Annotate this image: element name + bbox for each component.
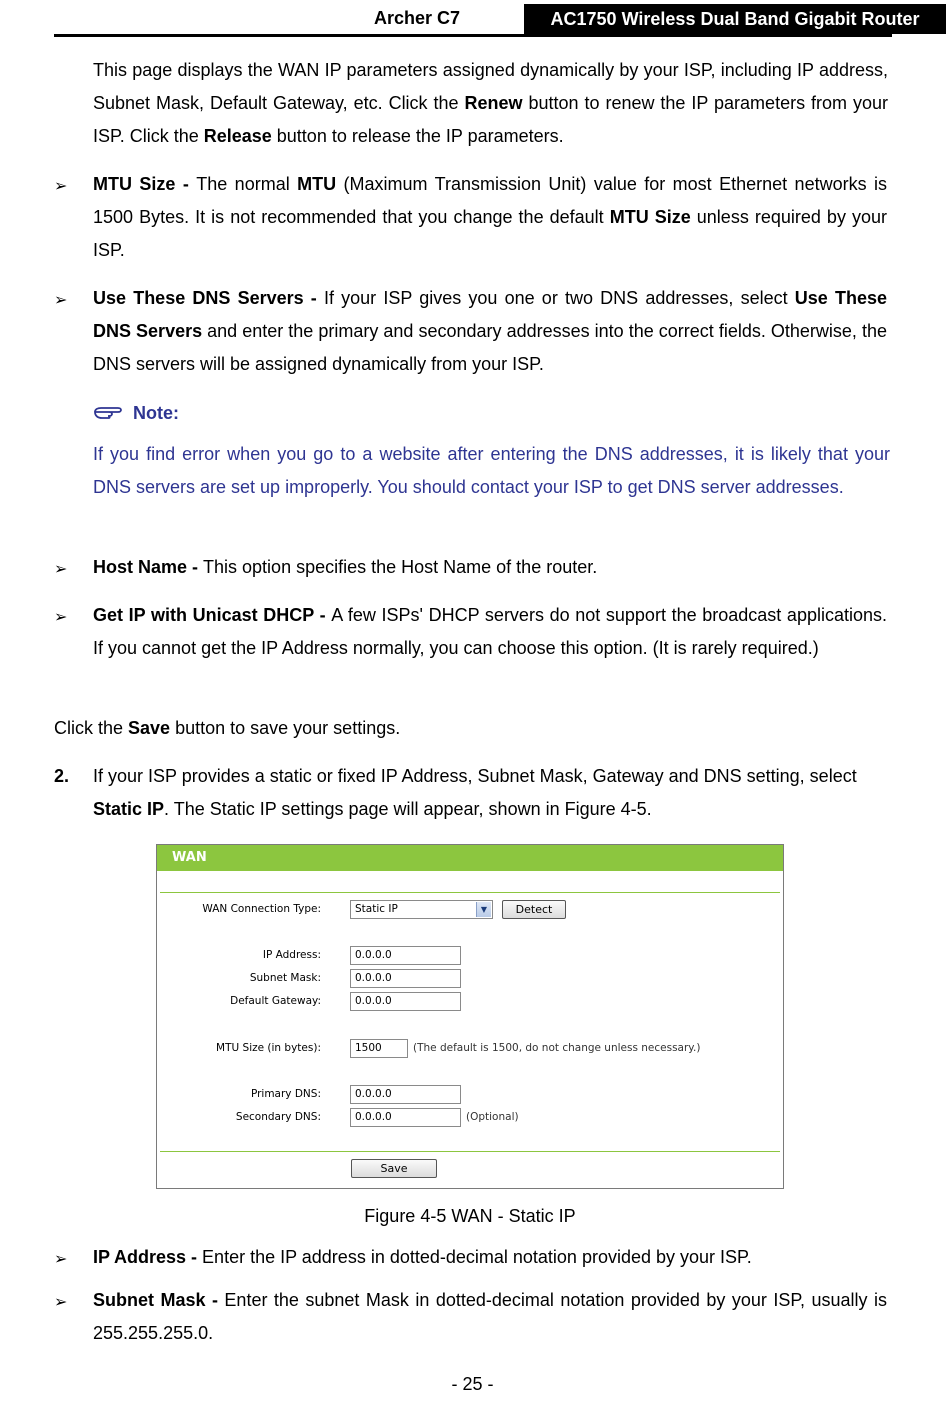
save-button[interactable]: Save xyxy=(351,1159,437,1178)
wan-panel-header: WAN xyxy=(157,845,783,871)
default-gateway-input[interactable]: 0.0.0.0 xyxy=(350,992,461,1011)
figure-caption: Figure 4-5 WAN - Static IP xyxy=(364,1206,576,1226)
subnet-mask-input[interactable]: 0.0.0.0 xyxy=(350,969,461,988)
bullet-icon: ➢ xyxy=(54,178,68,195)
connection-type-select[interactable]: Static IP ▼ xyxy=(350,900,493,919)
subnet-mask-label: Subnet Mask: xyxy=(249,972,321,984)
page-number: - 25 - xyxy=(451,1374,494,1394)
bullet-icon: ➢ xyxy=(54,561,68,578)
wan-settings-figure xyxy=(156,844,784,1189)
mtu-size-label: MTU Size (in bytes): xyxy=(216,1042,321,1054)
save-instruction: Click the Save button to save your settings. xyxy=(54,718,401,738)
unicast-item: Get IP with Unicast DHCP - A few ISPs' DHCP servers do not support the broadcast applications. If you cannot get the IP Address normally, you can choose this option. (It is rarely required.) xyxy=(93,605,887,658)
bullet-icon: ➢ xyxy=(54,1251,68,1268)
pointing-hand-icon xyxy=(93,404,123,422)
primary-dns-label: Primary DNS: xyxy=(250,1088,321,1100)
ip-address-item: IP Address - Enter the IP address in dotted-decimal notation provided by your ISP. xyxy=(93,1247,752,1267)
mtu-hint: (The default is 1500, do not change unless necessary.) xyxy=(413,1042,701,1054)
bullet-icon: ➢ xyxy=(54,292,68,309)
chevron-down-icon: ▼ xyxy=(476,902,491,917)
ip-address-input[interactable]: 0.0.0.0 xyxy=(350,946,461,965)
dns-item: Use These DNS Servers - If your ISP gives you one or two DNS addresses, select Use These DNS Servers and enter the primary and secondary addresses into the correct fields. Otherwise, the DNS servers will be assigned dynamically from your ISP. xyxy=(93,288,887,374)
step-2-text: If your ISP provides a static or fixed IP Address, Subnet Mask, Gateway and DNS setting, select Static IP. The Static IP settings page will appear, shown in Figure 4-5. xyxy=(93,766,857,819)
intro-paragraph: This page displays the WAN IP parameters assigned dynamically by your ISP, including IP address, Subnet Mask, Default Gateway, etc. Click the Renew button to renew the IP parameters from your ISP. Click the Release button to release the IP parameters. xyxy=(93,60,888,146)
note-label: Note: xyxy=(133,403,179,423)
subnet-mask-item: Subnet Mask - Enter the subnet Mask in dotted-decimal notation provided by your ISP, usually is 255.255.255.0. xyxy=(93,1290,888,1343)
conn-type-label: WAN Connection Type: xyxy=(202,903,321,915)
optional-hint: (Optional) xyxy=(466,1111,519,1123)
bullet-icon: ➢ xyxy=(54,1294,68,1311)
detect-button[interactable]: Detect xyxy=(502,900,566,919)
note-heading xyxy=(93,399,179,427)
note-text: If you find error when you go to a website after entering the DNS addresses, it is likely that your DNS servers are set up improperly. You should contact your ISP to get DNS server addresses. xyxy=(93,444,890,497)
step-number: 2. xyxy=(54,766,70,786)
secondary-dns-label: Secondary DNS: xyxy=(235,1111,321,1123)
hostname-item: Host Name - This option specifies the Host Name of the router. xyxy=(93,557,598,577)
ip-address-label: IP Address: xyxy=(262,949,321,961)
bullet-icon: ➢ xyxy=(54,609,68,626)
divider xyxy=(160,892,780,893)
page-header xyxy=(54,4,920,37)
primary-dns-input[interactable]: 0.0.0.0 xyxy=(350,1085,461,1104)
mtu-item: MTU Size - The normal MTU (Maximum Transmission Unit) value for most Ethernet networks is 1500 Bytes. It is not recommended that you change the default MTU Size unless required by your ISP. xyxy=(93,174,887,260)
divider xyxy=(160,1151,780,1152)
secondary-dns-input[interactable]: 0.0.0.0 xyxy=(350,1108,461,1127)
header-model: Archer C7 xyxy=(373,8,460,28)
mtu-size-input[interactable]: 1500 xyxy=(350,1039,408,1058)
header-title: AC1750 Wireless Dual Band Gigabit Router xyxy=(524,4,946,34)
default-gateway-label: Default Gateway: xyxy=(230,995,321,1007)
